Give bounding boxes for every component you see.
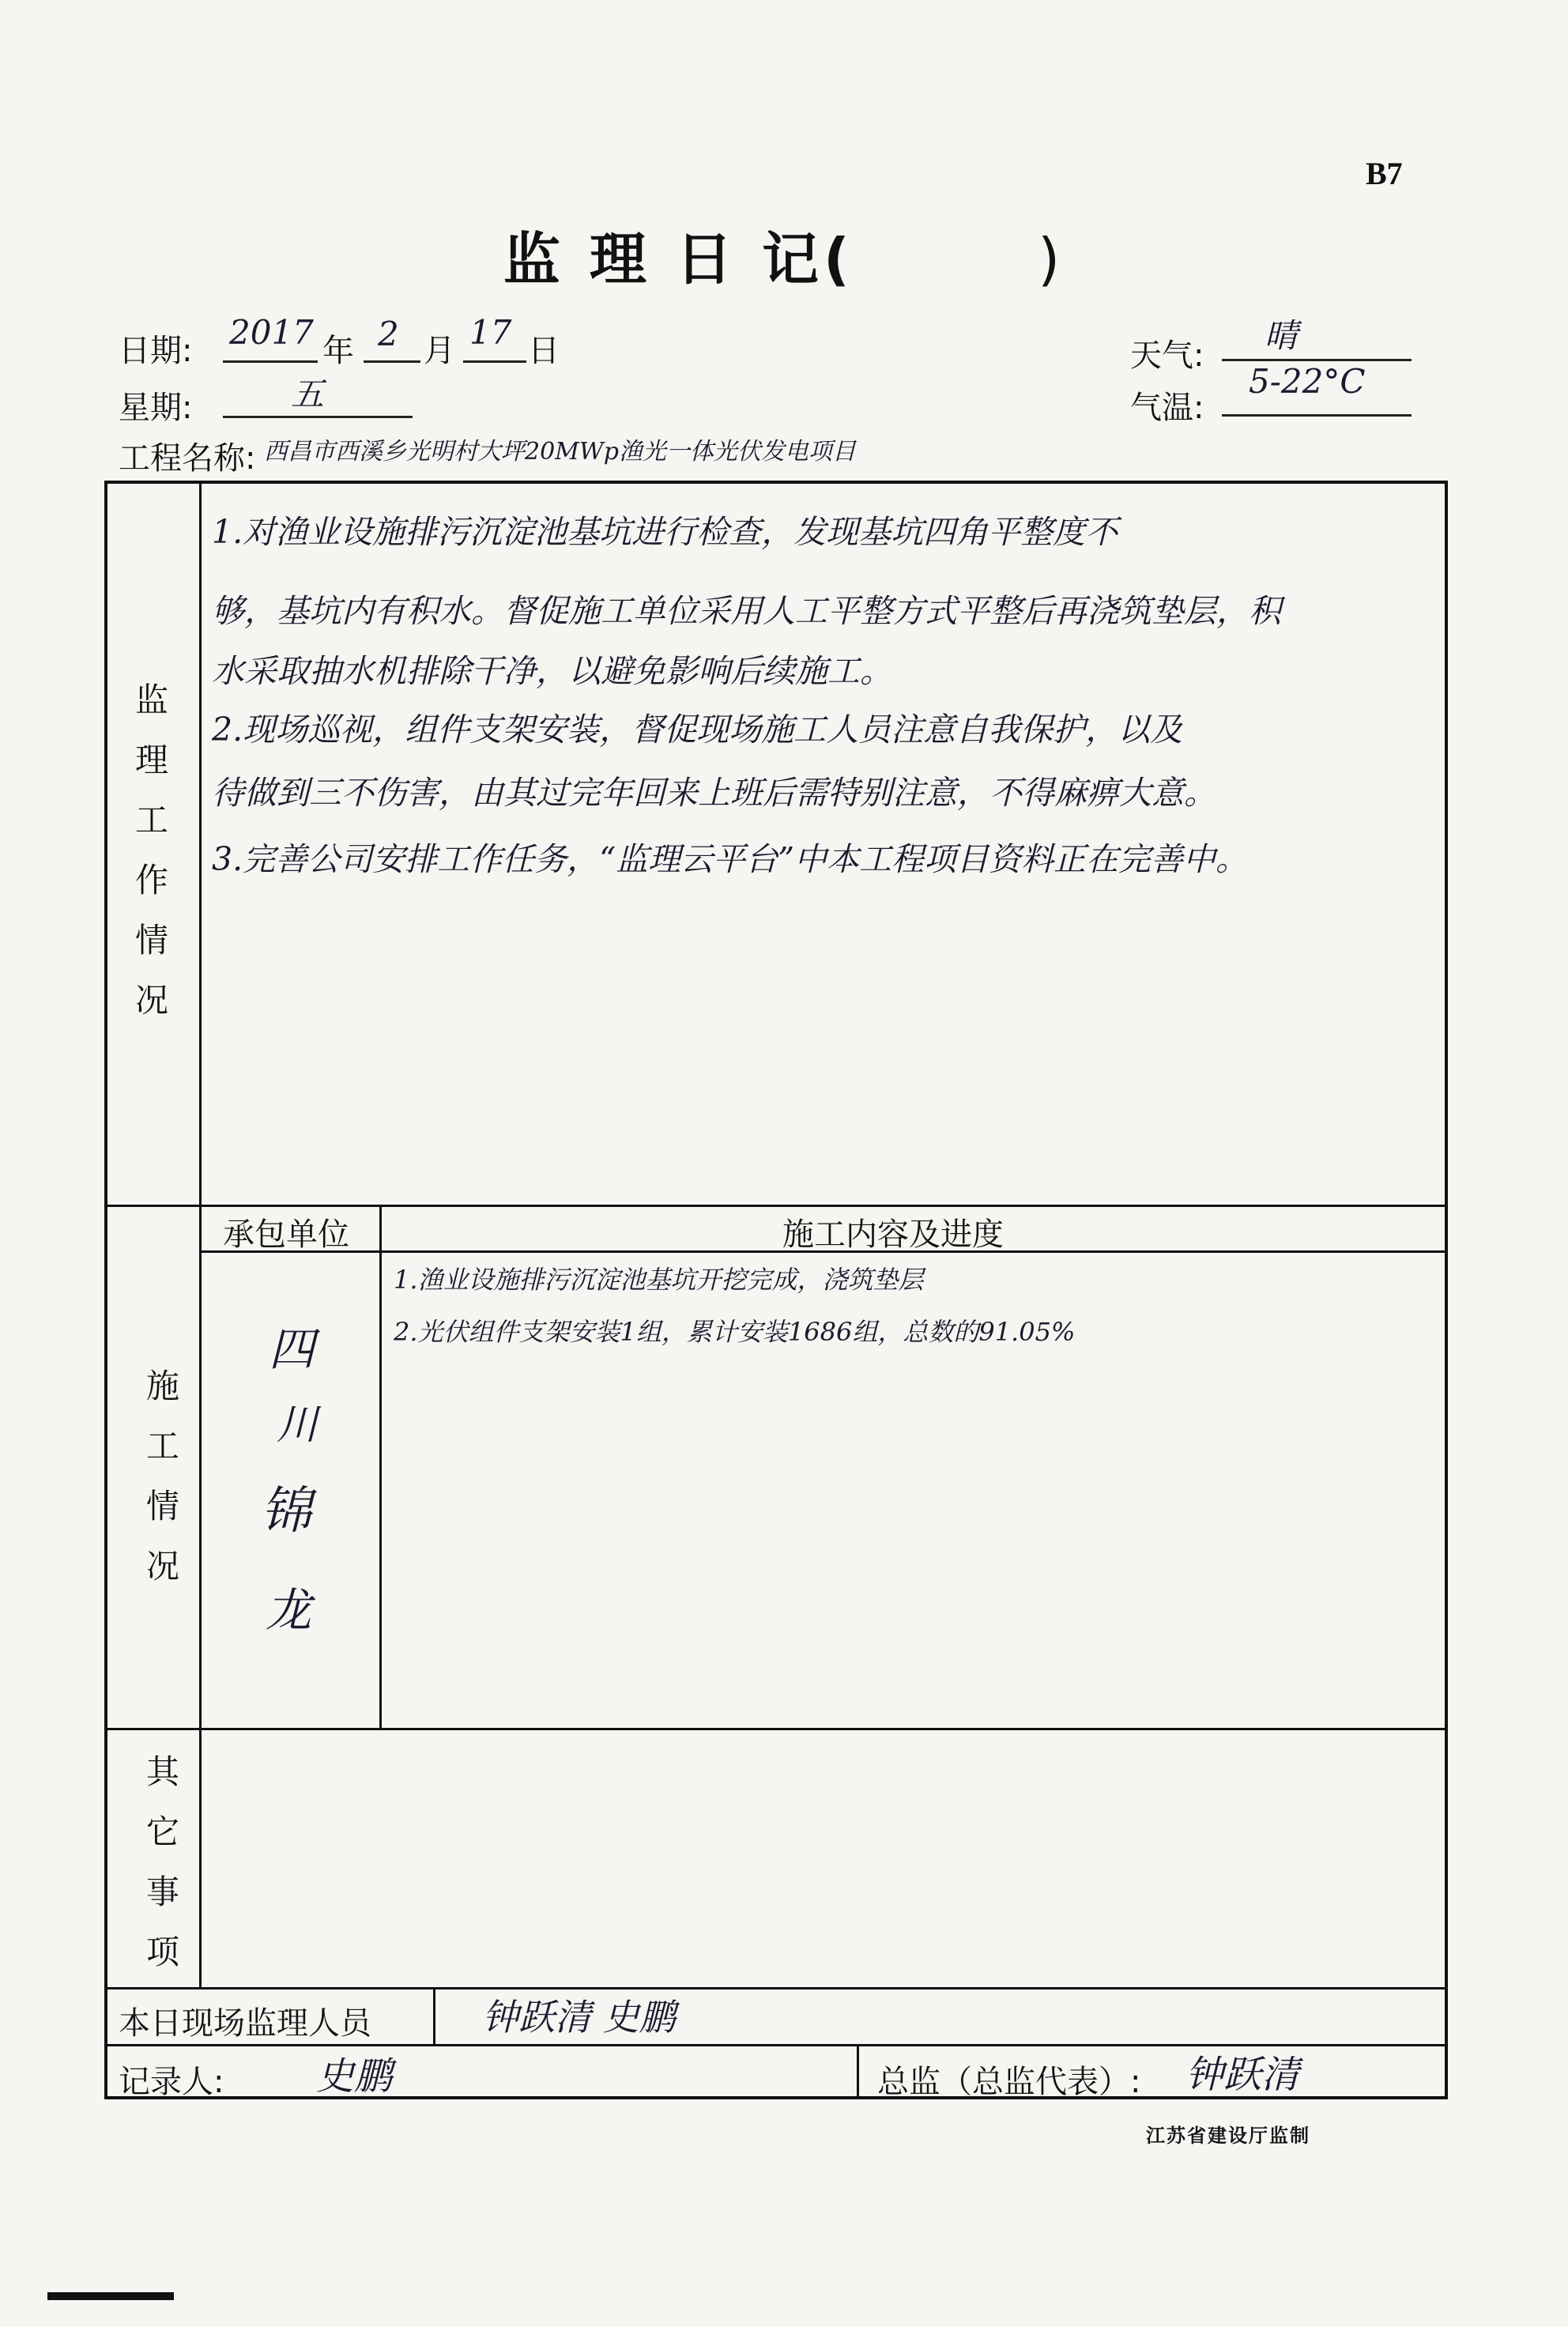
recorder-label: 记录人:	[119, 2064, 224, 2100]
chief-supervisor-label: 总监（总监代表）:	[877, 2064, 1141, 2100]
row-divider-construction	[104, 1728, 1448, 1730]
weather-value: 晴	[1265, 316, 1298, 355]
supervision-line: 3.完善公司安排工作任务，“监理云平台”中本工程项目资料正在完善中。	[212, 840, 1249, 878]
supervision-line: 够，基坑内有积水。督促施工单位采用人工平整方式平整后再浇筑垫层，积	[212, 592, 1281, 630]
contractor-char: 锦	[261, 1482, 311, 1541]
contractor-char: 川	[277, 1401, 318, 1449]
chief-supervisor-signature: 钟跃清	[1185, 2053, 1300, 2097]
progress-header: 施工内容及进度	[782, 1216, 1004, 1253]
month-unit: 月	[424, 333, 455, 369]
progress-line: 2.光伏组件支架安装1组，累计安装1686组，总数的91.05%	[394, 1317, 1076, 1347]
supervision-line: 2.现场巡视，组件支架安装，督促现场施工人员注意自我保护，以及	[212, 711, 1183, 749]
page-title	[0, 213, 1568, 296]
title-text: 监 理 日 记(	[503, 226, 854, 292]
project-name-value: 西昌市西溪乡光明村大坪20MWp渔光一体光伏发电项目	[264, 438, 856, 466]
construction-label-text: 施工情况	[146, 1367, 180, 1586]
year-underline	[223, 360, 318, 363]
construction-label	[139, 1356, 187, 1597]
date-day: 17	[469, 313, 512, 352]
footer-divider	[857, 2044, 859, 2099]
year-unit: 年	[322, 333, 354, 369]
day-underline	[463, 360, 526, 363]
onsite-staff-label: 本日现场监理人员	[119, 2005, 371, 2042]
month-underline	[364, 360, 420, 363]
contractor-char: 龙	[266, 1583, 312, 1637]
row-divider-supervision	[104, 1205, 1448, 1207]
contractor-char: 四	[269, 1322, 315, 1376]
weekday-label: 星期:	[119, 390, 193, 426]
contractor-column-divider	[379, 1205, 382, 1728]
progress-line: 1.渔业设施排污沉淀池基坑开挖完成，浇筑垫层	[394, 1265, 924, 1295]
other-label	[139, 1742, 187, 1982]
page-edge-mark	[47, 2292, 174, 2300]
supervision-label-text: 监理工作情况	[135, 681, 169, 1020]
recorder-signature: 史鹏	[316, 2054, 393, 2099]
supervision-label	[128, 670, 175, 1031]
weekday-underline	[223, 416, 413, 418]
date-month: 2	[378, 315, 399, 353]
temperature-value: 5-22°C	[1249, 362, 1366, 401]
temperature-label: 气温:	[1130, 390, 1204, 426]
contractor-header: 承包单位	[223, 1216, 349, 1253]
temperature-underline	[1222, 414, 1412, 417]
onsite-staff-names: 钟跃清 史鹏	[482, 1996, 676, 2038]
weather-underline	[1222, 359, 1412, 361]
title-close: )	[1038, 226, 1065, 292]
form-code: B7	[1366, 156, 1403, 191]
supervision-line: 1.对渔业设施排污沉淀池基坑进行检查，发现基坑四角平整度不	[212, 513, 1118, 551]
row-divider-other	[104, 1987, 1448, 1989]
weekday-value: 五	[291, 375, 325, 413]
staff-label-divider	[433, 1987, 435, 2044]
issuer-note: 江苏省建设厅监制	[1146, 2125, 1310, 2147]
supervision-line: 水采取抽水机排除干净，以避免影响后续施工。	[212, 652, 892, 690]
date-year: 2017	[229, 313, 314, 352]
weather-label: 天气:	[1130, 338, 1204, 374]
day-unit: 日	[528, 333, 560, 369]
label-column-divider	[199, 481, 202, 1987]
other-label-text: 其它事项	[146, 1752, 180, 1971]
date-label: 日期:	[119, 333, 193, 369]
supervision-line: 待做到三不伤害，由其过完年回来上班后需特别注意，不得麻痹大意。	[212, 774, 1216, 812]
project-name-label: 工程名称:	[119, 440, 256, 477]
